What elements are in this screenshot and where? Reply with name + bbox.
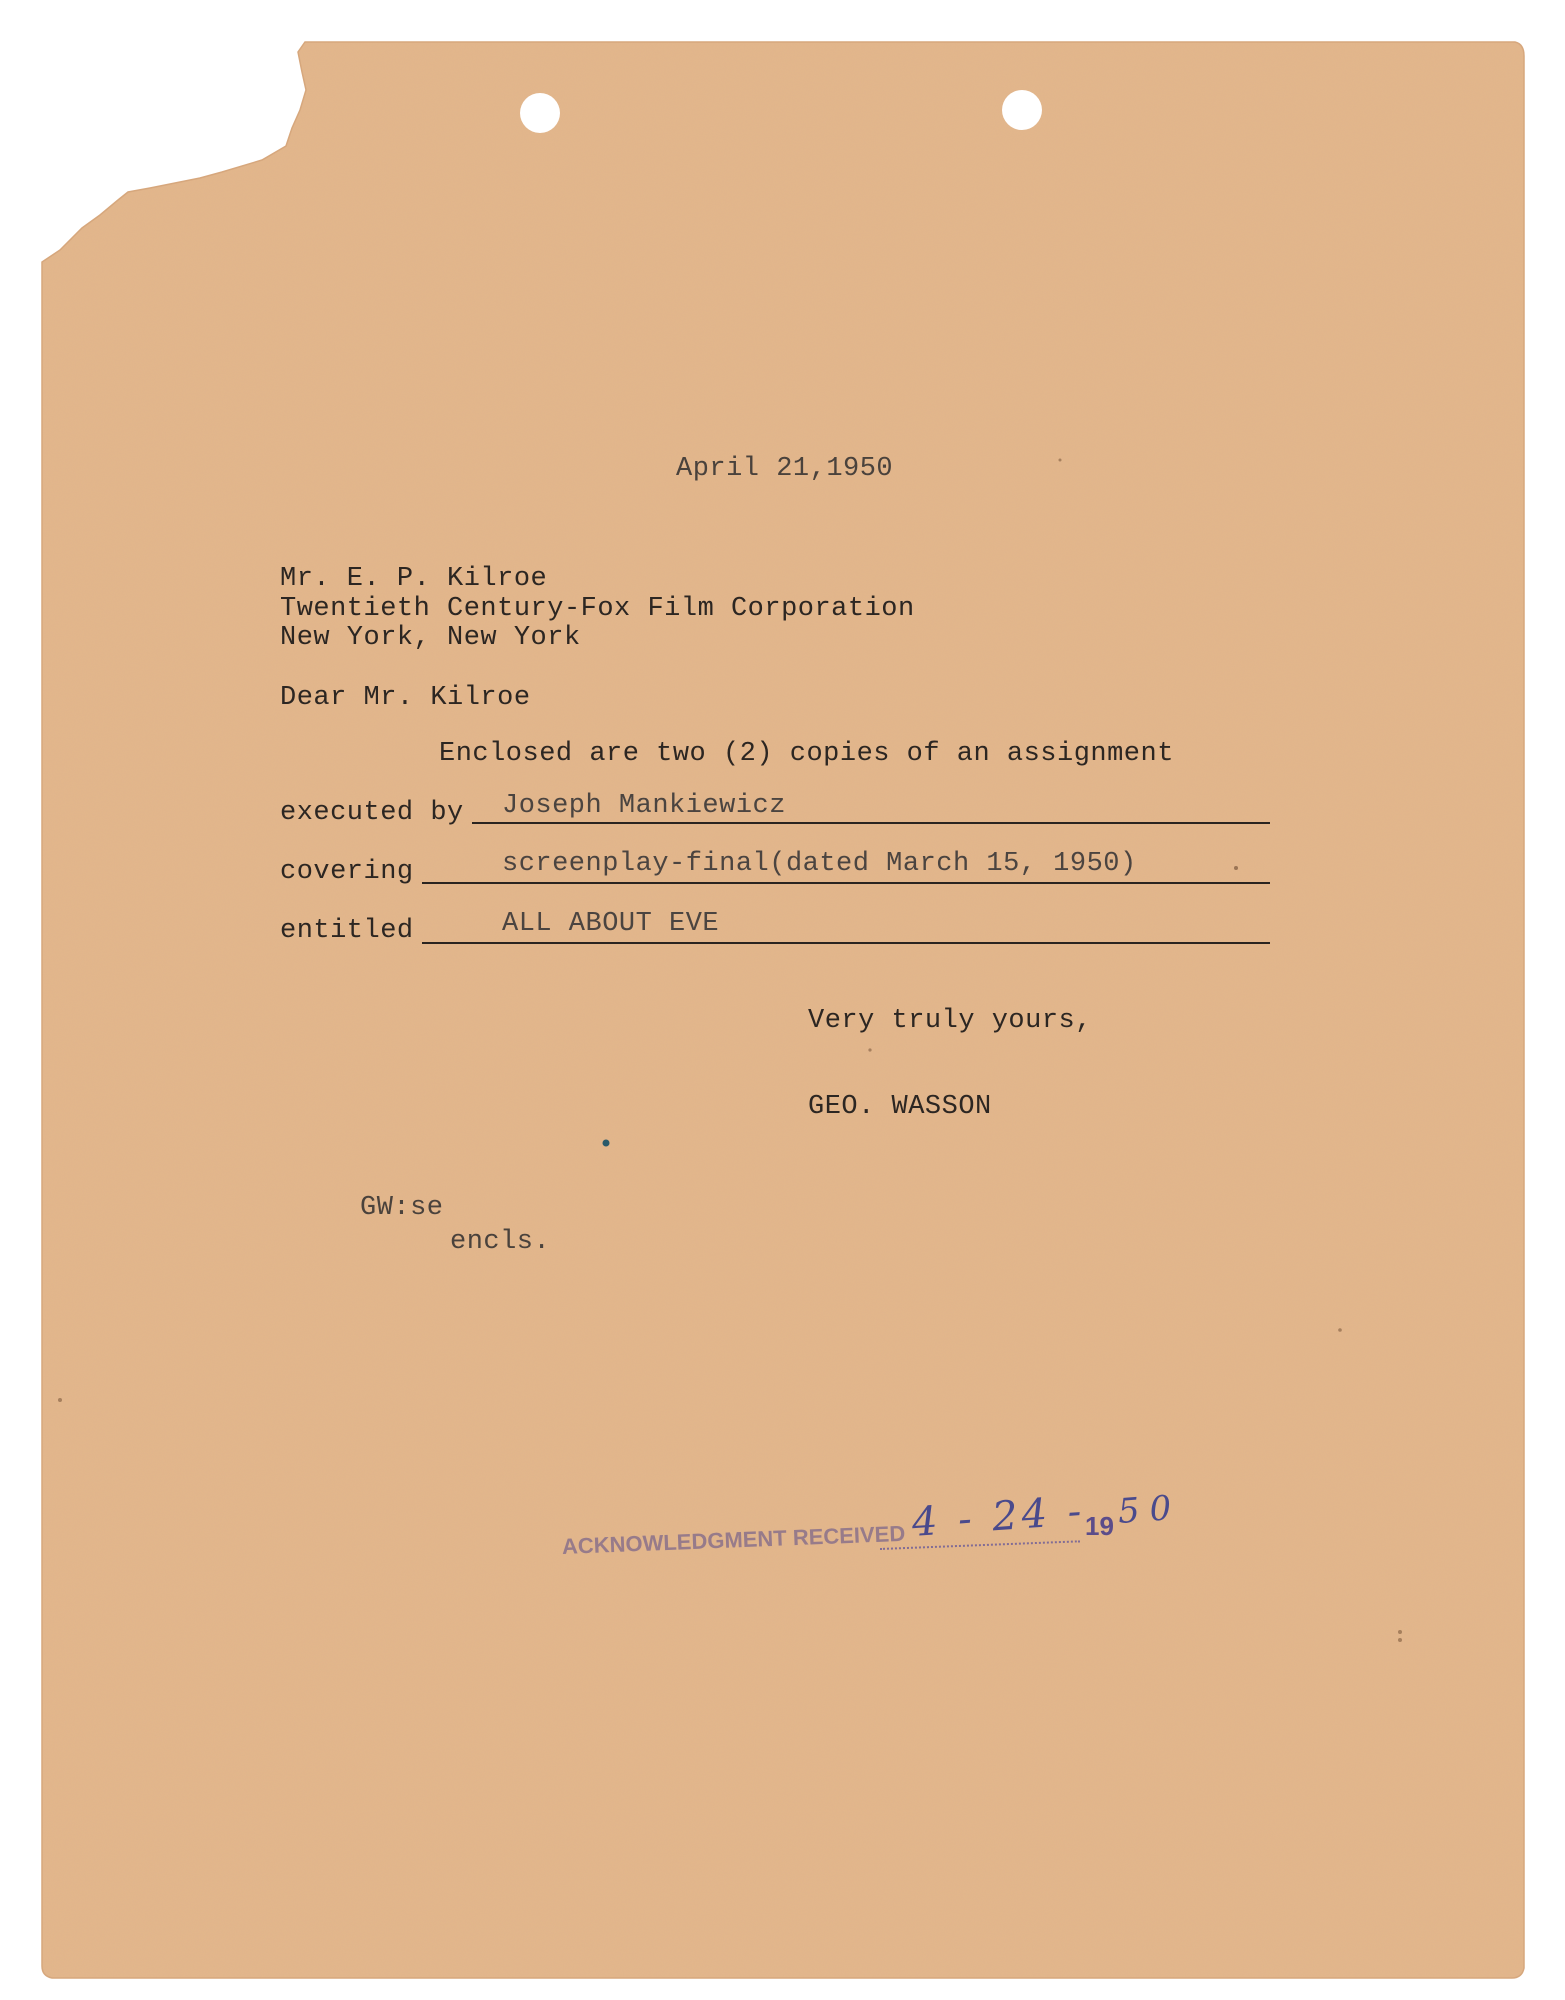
salutation: Dear Mr. Kilroe	[280, 683, 531, 713]
recipient-company: Twentieth Century-Fox Film Corporation	[280, 594, 915, 624]
field-label-executed-by: executed by	[280, 798, 464, 828]
closing: Very truly yours,	[808, 1006, 1092, 1036]
enclosure-note: encls.	[450, 1227, 551, 1257]
letter-date: April 21,1950	[676, 454, 894, 484]
acknowledgment-stamp-label: ACKNOWLEDGMENT RECEIVED	[561, 1520, 906, 1559]
signer-name: GEO. WASSON	[808, 1092, 992, 1122]
recipient-name: Mr. E. P. Kilroe	[280, 564, 548, 594]
field-value-entitled: ALL ABOUT EVE	[502, 909, 720, 939]
field-label-covering: covering	[280, 857, 414, 887]
punch-hole-right	[1002, 90, 1042, 130]
punch-hole-left	[520, 93, 560, 133]
field-line-executed-by	[472, 822, 1270, 824]
field-value-covering: screenplay-final(dated March 15, 1950)	[502, 849, 1137, 879]
field-value-executed-by: Joseph Mankiewicz	[502, 791, 786, 821]
acknowledgment-handwritten-year: 50	[1116, 1487, 1183, 1532]
field-line-covering	[422, 882, 1270, 884]
field-line-entitled	[422, 942, 1270, 944]
body-text: Enclosed are two (2) copies of an assignment	[439, 739, 1174, 769]
acknowledgment-handwritten-date: 4 - 24 -	[910, 1487, 1087, 1546]
field-label-entitled: entitled	[280, 916, 414, 946]
typist-initials: GW:se	[360, 1193, 444, 1223]
acknowledgment-stamp-year: 19	[1085, 1511, 1114, 1541]
recipient-city: New York, New York	[280, 623, 581, 653]
